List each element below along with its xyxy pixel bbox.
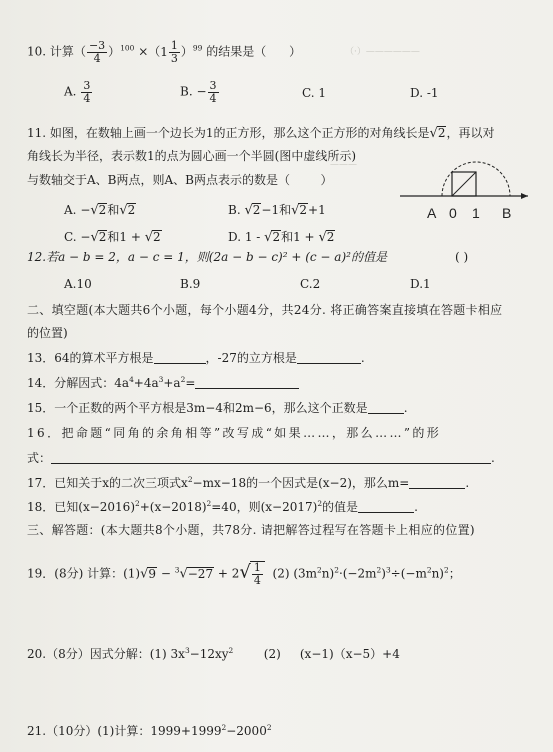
label-a: A	[427, 205, 437, 221]
q17: 17．已知关于x的二次三项式$x^2-mx-18$的一个因式是(x−2)，那么m= .	[27, 475, 470, 490]
q10-stem: 10. 计算（ $\frac{-3}{4}$ ）$^{100}$ ×（ 1 $\frac{1}{3}$ ）$^{99}$ 的结果是（ ）	[27, 39, 302, 65]
q13: 13．64的算术平方根是 ，-27的立方根是 .	[27, 351, 365, 365]
q11-option-a: A. −√2和√2	[64, 203, 136, 218]
q11-line2: 角线长为半径，表示数1的点为圆心画一个半圆(图中虚线所示)	[27, 149, 357, 163]
q10-option-d: D. -1	[410, 86, 439, 100]
square-diagonal	[452, 172, 476, 196]
q10-option-b: B. − $\frac{3}{4}$	[180, 79, 217, 105]
q12-option-b: B.9	[180, 277, 201, 291]
q20: 20.（8分）因式分解：(1) $3x^3-12xy^2$ (2) (x−1)（x−5）+4	[27, 646, 400, 661]
label-1: 1	[472, 205, 480, 221]
q16-line1: 16．把命题“同角的余角相等”改写成“如果……，那么……”的形	[27, 426, 442, 440]
q16-blank[interactable]	[51, 463, 491, 464]
section-2-heading-line2: 的位置)	[27, 326, 68, 340]
q10-option-c: C. 1	[302, 86, 327, 100]
axis-arrow	[521, 193, 528, 199]
q18: 18．已知$(x-2016)^2+(x-2018)^2=40$，则$(x-2017)^2$的值是 .	[27, 499, 418, 514]
q11-option-d: D. 1 - √2和1 + √2	[228, 230, 335, 245]
label-0: 0	[449, 205, 457, 221]
q13-blank-2[interactable]	[297, 363, 361, 364]
bleed-through-2: ———	[330, 160, 357, 170]
q12-option-a: A.10	[64, 277, 92, 291]
q12-option-d: D.1	[410, 277, 431, 291]
label-b: B	[502, 205, 512, 221]
q17-blank[interactable]	[409, 488, 465, 489]
q12-option-c: C.2	[300, 277, 321, 291]
q11-line3: 与数轴交于A、B两点，则A、B两点表示的数是（ ）	[27, 173, 333, 187]
q12-paren: ( )	[455, 250, 469, 264]
section-3-heading: 三、解答题：(本大题共8个小题，共78分. 请把解答过程写在答题卡上相应的位置)	[27, 523, 475, 537]
section-2-heading-line1: 二、填空题(本大题共6个小题，每个小题4分，共24分. 将正确答案直接填在答题卡相应	[27, 303, 503, 317]
q14-blank[interactable]	[195, 388, 299, 389]
q11-line1: 11. 如图，在数轴上画一个边长为1的正方形，那么这个正方形的对角线长是√2，再以对	[27, 126, 495, 141]
q12-stem: 12.若a − b = 2，a − c = 1，则(2a − b − c)² + (c − a)²的值是	[27, 250, 387, 264]
q19: 19．(8分) 计算：(1)√9 − $^3$√−27 + 2√ $\frac{1}{4}$ (2) $(3m^2n)^2\cdot(-2m^2)^3\div(-m^2n)^2$；	[27, 561, 461, 587]
q21: 21.（10分）(1)计算：$1999+1999^2-2000^2$	[27, 723, 272, 738]
q14: 14．分解因式：$4a^4+4a^3+a^2=$	[27, 377, 299, 389]
q15: 15．一个正数的两个平方根是3m−4和2m−6，那么这个正数是 .	[27, 401, 408, 415]
q15-blank[interactable]	[368, 413, 404, 414]
q16-line2: 式： .	[27, 451, 495, 465]
q18-blank[interactable]	[358, 512, 414, 513]
q11-number-line-figure	[400, 150, 532, 226]
q10-option-a: A. $\frac{3}{4}$	[64, 79, 91, 105]
q11-option-c: C. −√2和1 + √2	[64, 230, 161, 245]
q13-blank-1[interactable]	[154, 363, 206, 364]
bleed-through-1: （·）——————	[345, 47, 420, 57]
q11-option-b: B. √2−1和√2+1	[228, 203, 326, 218]
